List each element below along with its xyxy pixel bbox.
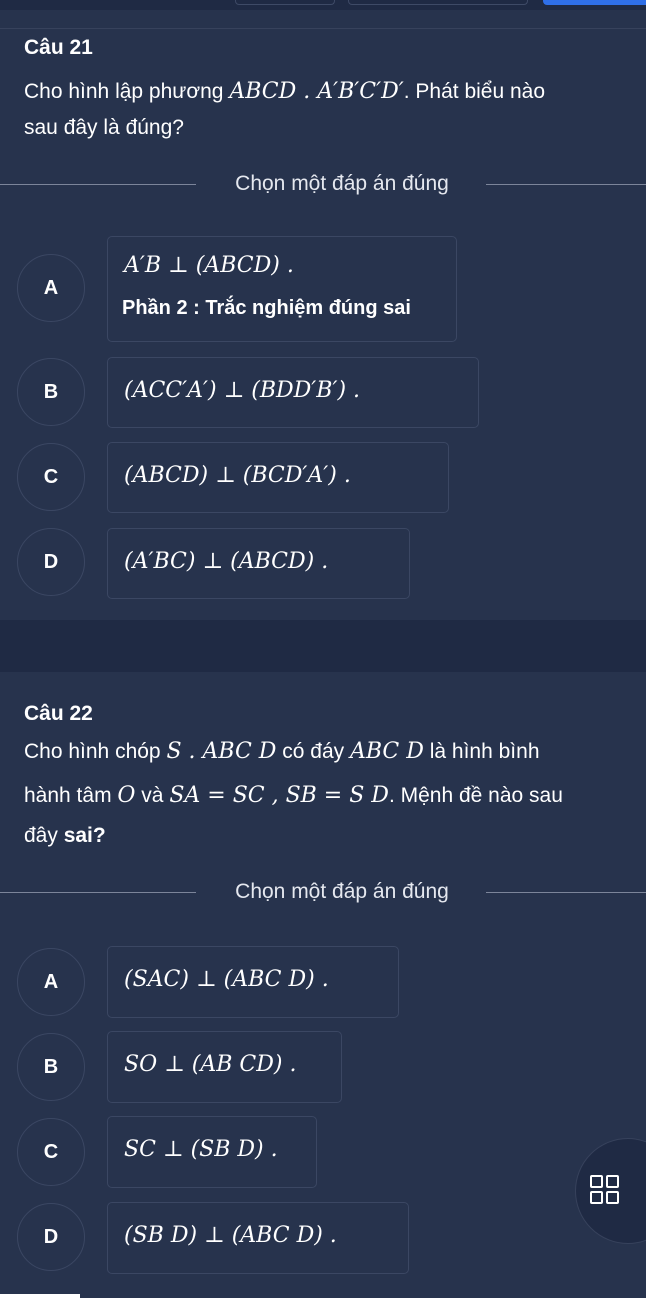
option-letter[interactable]: B xyxy=(17,1033,85,1101)
option-subtitle: Phần 2 : Trắc nghiệm đúng sai xyxy=(122,297,411,319)
card-gap xyxy=(0,620,646,672)
math-expression: O xyxy=(117,783,136,808)
option-math: A′B ⊥ (ABCD) . xyxy=(124,253,294,278)
question-title: Câu 21 xyxy=(24,36,93,59)
question-card-22 xyxy=(0,672,646,1298)
math-expression: S . ABC D xyxy=(166,739,277,764)
question-text-line: sau đây là đúng? xyxy=(24,116,184,139)
question-text: có đáy xyxy=(276,740,350,763)
option-answer-box[interactable] xyxy=(107,1202,409,1274)
option-answer-box[interactable] xyxy=(107,1031,342,1103)
option-math: (ACC′A′) ⊥ (BDD′B′) . xyxy=(124,378,361,403)
option-letter[interactable]: C xyxy=(17,1118,85,1186)
question-text: là hình bình xyxy=(423,740,540,763)
question-emphasis: sai? xyxy=(63,824,106,847)
divider-line xyxy=(486,184,646,185)
question-text: đây xyxy=(24,824,64,847)
divider-line xyxy=(486,892,646,893)
tab-indicator[interactable] xyxy=(235,0,335,5)
question-text: Cho hình lập phương xyxy=(24,80,230,103)
choose-label: Chọn một đáp án đúng xyxy=(235,880,449,903)
option-math: (A′BC) ⊥ (ABCD) . xyxy=(124,549,329,574)
question-text-line xyxy=(24,732,646,772)
option-answer-box[interactable] xyxy=(107,236,457,342)
question-text: Cho hình chóp xyxy=(24,740,167,763)
option-answer-box[interactable] xyxy=(107,946,399,1018)
bottom-progress-bar xyxy=(0,1294,80,1298)
option-math: (ABCD) ⊥ (BCD′A′) . xyxy=(124,463,351,488)
question-text: và xyxy=(135,784,170,807)
option-math: (SAC) ⊥ (ABC D) . xyxy=(124,967,329,992)
option-letter[interactable]: A xyxy=(17,948,85,1016)
question-title: Câu 22 xyxy=(24,702,93,725)
option-answer-box[interactable] xyxy=(107,357,479,428)
choose-label: Chọn một đáp án đúng xyxy=(235,172,449,195)
question-text-line xyxy=(24,776,646,816)
choose-divider xyxy=(0,172,646,196)
math-expression: ABC D xyxy=(349,739,424,764)
option-math: SC ⊥ (SB D) . xyxy=(124,1137,278,1162)
math-expression: ABCD . A′B′C′D′ xyxy=(229,79,404,104)
question-card-21 xyxy=(0,10,646,620)
option-answer-box[interactable] xyxy=(107,442,449,513)
option-letter[interactable]: C xyxy=(17,443,85,511)
option-letter[interactable]: B xyxy=(17,358,85,426)
question-text: . Mệnh đề nào sau xyxy=(388,784,563,807)
question-text: hành tâm xyxy=(24,784,118,807)
option-math: SO ⊥ (AB CD) . xyxy=(124,1052,297,1077)
card-top-divider xyxy=(0,28,646,29)
choose-divider xyxy=(0,880,646,904)
question-text-line xyxy=(24,816,646,856)
active-tab-indicator[interactable] xyxy=(543,0,646,5)
top-tab-strip xyxy=(0,0,646,6)
math-expression: SA = SC , SB = S D xyxy=(169,783,389,808)
option-answer-box[interactable] xyxy=(107,1116,317,1188)
option-letter[interactable]: A xyxy=(17,254,85,322)
option-math: (SB D) ⊥ (ABC D) . xyxy=(124,1223,337,1248)
option-letter[interactable]: D xyxy=(17,1203,85,1271)
option-letter[interactable]: D xyxy=(17,528,85,596)
question-text-line xyxy=(24,72,646,112)
tab-indicator[interactable] xyxy=(348,0,528,5)
question-text: . Phát biểu nào xyxy=(403,80,546,103)
option-answer-box[interactable] xyxy=(107,528,410,599)
